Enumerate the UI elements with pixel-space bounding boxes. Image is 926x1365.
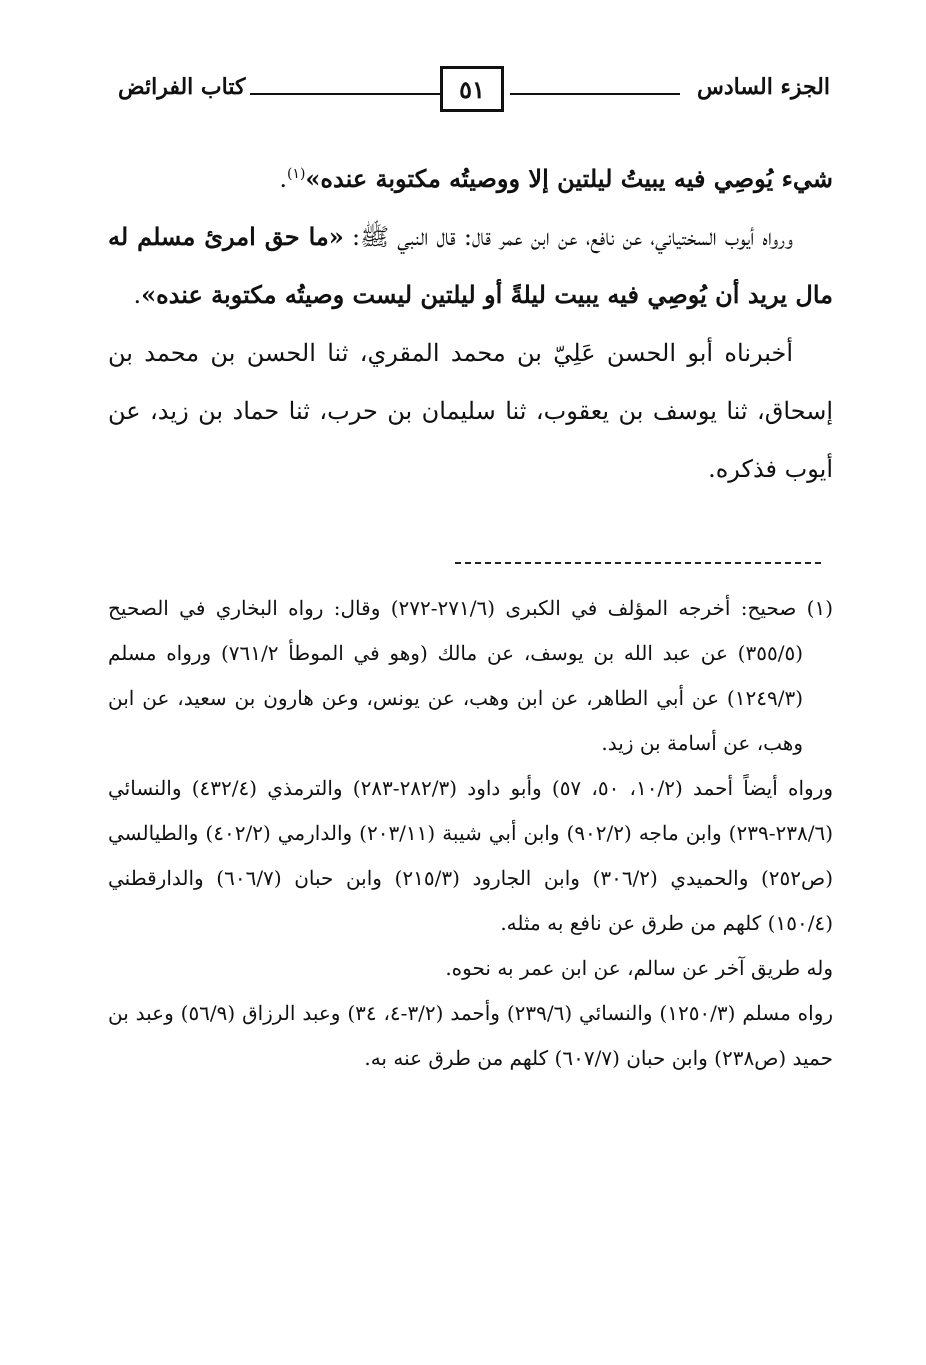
- footnote-ref-1: (١): [286, 166, 306, 182]
- paragraph-2: [108, 208, 833, 324]
- footnotes: [108, 586, 833, 1081]
- page-number: ٥١: [459, 74, 485, 104]
- book-title: كتاب الفرائض: [118, 74, 246, 100]
- footnote-2: ورواه أيضاً أحمد (١٠/٢، ٥٠، ٥٧) وأبو داود (٢٨٢/٣-٢٨٣) والترمذي (٤٣٢/٤) والنسائي (٢٣٨/٦-٢٣٩) وابن ماجه (٩٠٢/٢) وابن أبي شيبة (٢٠٣/١١) والدارمي (٤٠٢/٢) والطيالسي (ص٢٥٢) والحميدي (٣٠٦/٢) وابن الجارود (٢١٥/٣) وابن حبان (٦٠٦/٧) والدارقطني (١٥٠/٤) كلهم من طرق عن نافع به مثله.: [108, 776, 834, 935]
- footnote-4: رواه مسلم (١٢٥٠/٣) والنسائي (٢٣٩/٦) وأحمد (٣/٢-٤، ٣٤) وعبد الرزاق (٥٦/٩) وعبد بن حميد (ص٢٣٨) وابن حبان (٦٠٧/٧) كلهم من طرق عنه به.: [108, 1001, 834, 1070]
- paragraph-2-text: ورواه أيوب السختياني، عن نافع، عن ابن عمر قال: قال النبي ﷺ:: [343, 223, 794, 251]
- hadith-text-2: «ما حق امرئ مسلم له مال يريد أن يُوصِي فيه يبيت ليلةً أو ليلتين ليست وصيتُه مكتوبة عنده»: [108, 222, 833, 309]
- paragraph-3: أخبرناه أبو الحسن عَلِيّ بن محمد المقري، ثنا الحسن بن محمد بن إسحاق، ثنا يوسف بن يعقوب، ثنا سليمان بن حرب، ثنا حماد بن زيد، عن أيوب فذكره.: [108, 339, 833, 483]
- volume-title: الجزء السادس: [697, 74, 830, 100]
- hadith-text-1: شيء يُوصِي فيه يبيتُ ليلتين إلا ووصيتُه مكتوبة عنده»: [305, 164, 833, 193]
- footnote-3: وله طريق آخر عن سالم، عن ابن عمر به نحوه.: [445, 956, 833, 980]
- running-header: [118, 62, 830, 118]
- paragraph-2-end: .: [133, 281, 142, 309]
- header-rule-right: [510, 93, 680, 95]
- footnote-1: (١) صحيح: أخرجه المؤلف في الكبرى (٢٧١/٦-٢٧٢) وقال: رواه البخاري في الصحيح (٣٥٥/٥) عن عبد الله بن يوسف، عن مالك (وهو في الموطأ ٧٦١/٢) ورواه مسلم (١٢٤٩/٣) عن أبي الطاهر، عن ابن وهب، عن يونس، وعن هارون بن سعيد، عن ابن وهب، عن أسامة بن زيد.: [108, 596, 834, 755]
- main-text: [108, 150, 833, 498]
- paragraph-1-end: .: [279, 165, 287, 193]
- header-rule-left: [250, 93, 440, 95]
- paragraph-1: [108, 150, 833, 208]
- page-number-box: [440, 66, 504, 112]
- footnote-divider: [455, 562, 821, 564]
